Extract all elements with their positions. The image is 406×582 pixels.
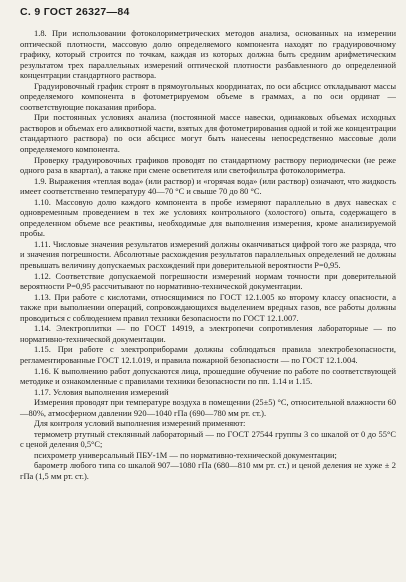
page-number: С. 9 — [20, 6, 41, 18]
paragraph: 1.15. При работе с электроприборами должны соблюдаться правила электробезопасности, регламентированные ГОСТ 12.1.019, и правила пожарной безопасности — по ГОСТ 12.1.004. — [20, 344, 396, 365]
paragraph: Измерения проводят при температуре воздуха в помещении (25±5) °С, относительной влажности 60—80%, атмосферном давлении 920—1040 гПа (690—780 мм рт. ст.). — [20, 397, 396, 418]
list-item: барометр любого типа со шкалой 907—1080 гПа (680—810 мм рт. ст.) и ценой деления не хуже ± 2 гПа (1,5 мм рт. ст.). — [20, 460, 396, 481]
paragraph: Проверку градуировочных графиков проводят по стандартному раствору периодически (не реже одного раза в квартал), а также при смене осветителя или светофильтра фотоколориметра. — [20, 154, 396, 176]
paragraph: Градуировочный график строят в прямоугольных координатах, по оси абсцисс откладывают массы определяемого компонента в фотометрируемом объеме в граммах, а по оси ординат — соответствующие показания прибора. — [20, 80, 396, 112]
paragraph: 1.11. Числовые значения результатов измерений должны оканчиваться цифрой того же разряда, что и значения погрешности. Абсолютные расхождения результатов параллельных определений не должны превышать величину допускаемых расхождений при доверительной вероятности Р=0,95. — [20, 238, 396, 271]
paragraph: 1.16. К выполнению работ допускаются лица, прошедшие обучение по работе по соответствующей методике и ознакомленные с правилами техники безопасности по пп. 1.14 и 1.15. — [20, 365, 396, 387]
paragraph: 1.10. Массовую долю каждого компонента в пробе измеряют параллельно в двух навесках с одновременным проведением в тех же условиях контрольного (холостого) опыта, содержащего в определенном объеме все реактивы, необходимые для выполнения измерения, кроме анализируемой пробы. — [20, 196, 396, 239]
standard-designation: ГОСТ 26327—84 — [43, 6, 130, 18]
list-item: психрометр универсальный ПБУ-1М — по нормативно-технической документации; — [34, 449, 337, 460]
paragraph: 1.8. При использовании фотоколориметрических методов анализа, основанных на измерении оптической плотности, массовую долю определяемого компонента находят по градуировочному графику, который строится по точкам, каждая из которых должна быть средним арифметическим результатом трех параллельных измерений оптической плотности разбавленного до определенной концентрации стандартного раствора. — [20, 28, 396, 81]
paragraph: 1.9. Выражения «теплая вода» (или раствор) и «горячая вода» (или раствор) означают, что жидкость имеет соответственно температуру 40—70 °С и свыше 70 до 80 °С. — [20, 175, 396, 197]
page-header — [20, 6, 396, 18]
paragraph: При постоянных условиях анализа (постоянной массе навески, одинаковых объемах исходных растворов и объемах его аликвотной части, взятых для фотометрирования одной и той же концентрации стандартного раствора) по оси абсцисс могут быть нанесены непосредственно массовые доли определяемого компонента. — [20, 112, 396, 155]
paragraph: 1.14. Электроплитки — по ГОСТ 14919, а электропечи сопротивления лабораторные — по нормативно-технической документации. — [20, 323, 396, 344]
list-item: термометр ртутный стеклянный лабораторный — по ГОСТ 27544 группы 3 со шкалой от 0 до 55°С с ценой деления 0,5°С; — [20, 428, 396, 450]
section-heading: 1.17. Условия выполнения измерений — [34, 386, 169, 397]
document-body — [20, 28, 396, 482]
paragraph: Для контроля условий выполнения измерений применяют: — [34, 418, 246, 429]
paragraph: 1.12. Соответствие допускаемой погрешности измерений нормам точности при доверительной вероятности Р=0,95 рассчитывают по нормативно-технической документации. — [20, 270, 396, 292]
paragraph: 1.13. При работе с кислотами, относящимися по ГОСТ 12.1.005 ко второму классу опасности, а также при выполнении операций, сопровождающихся выделением вредных газов, все работы должны проводиться с соблюдением правил техники безопасности по ГОСТ 12.1.007. — [20, 291, 396, 323]
